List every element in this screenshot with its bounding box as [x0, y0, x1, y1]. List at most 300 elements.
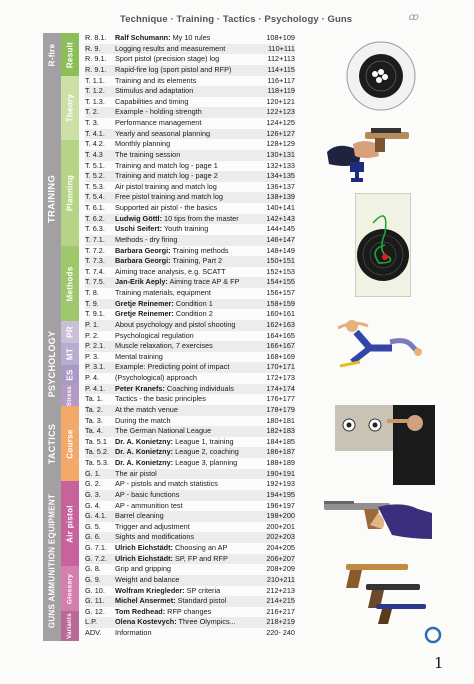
toc-topic: (Psychological) approach: [115, 373, 197, 382]
toc-entry: [85, 118, 295, 129]
toc-entry: [85, 246, 295, 257]
toc-title: [115, 65, 260, 76]
toc-author: Ralf Schumann:: [115, 33, 171, 42]
label-theory: Theory: [65, 93, 75, 123]
toc-entry: [85, 554, 295, 565]
toc-title: [115, 479, 260, 490]
stamp-mark: ꝏ: [408, 12, 419, 23]
toc-code: P. 4.1.: [85, 383, 106, 393]
band-glossary: [61, 566, 79, 611]
toc-pages: 174+174: [266, 383, 295, 393]
toc-title: [115, 33, 260, 44]
toc-pages: 118+119: [267, 86, 295, 96]
toc-code: T. 6.3.: [85, 224, 105, 234]
toc-entry: [85, 501, 295, 512]
toc-entry: [85, 171, 295, 182]
toc-title: [115, 617, 260, 628]
toc-title: [115, 575, 260, 586]
toc-title: [115, 54, 260, 65]
toc-pages: 140+141: [266, 203, 295, 212]
toc-entry: [85, 373, 295, 384]
toc-title: [115, 543, 260, 554]
toc-pages: 160+161: [266, 309, 295, 319]
toc-code: G. 3.: [85, 489, 101, 499]
toc-topic: Condition 1: [173, 298, 213, 308]
target-grouping-image: [345, 40, 417, 112]
toc-code: G. 7.2.: [85, 553, 107, 563]
toc-title: [115, 522, 260, 533]
toc-topic: Air pistol training and match log: [115, 181, 217, 191]
toc-topic: Sights and modifications: [115, 532, 195, 542]
toc-title: [115, 97, 260, 108]
label-mt: MT: [65, 347, 75, 361]
toc-code: G. 4.1.: [85, 511, 107, 521]
toc-pages: 112+113: [267, 54, 295, 64]
shooter-hand-pistol-image: [325, 122, 415, 172]
toc-entry: [85, 203, 295, 214]
toc-entry: [85, 532, 295, 543]
toc-entry: [85, 86, 295, 97]
band-result: [61, 33, 79, 76]
toc-topic: League 3, planning: [173, 458, 238, 467]
toc-topic: Monthly planning: [115, 139, 171, 149]
toc-title: [115, 628, 260, 639]
toc-code: T. 5.2.: [85, 171, 105, 181]
label-variants: Variants: [67, 613, 73, 639]
toc-topic: AP - ammunition test: [115, 500, 183, 510]
toc-code: R. 9.: [85, 43, 101, 53]
toc-title: [115, 161, 260, 172]
toc-pages: 166+167: [266, 341, 295, 351]
toc-author: Michel Ansermet:: [115, 596, 176, 606]
toc-code: Ta. 5.3.: [85, 458, 109, 467]
toc-entry: [85, 426, 295, 437]
toc-code: P. 2.: [85, 330, 100, 340]
toc-title: [115, 309, 260, 320]
label-ammunition: AMMUNITION: [47, 546, 57, 602]
toc-entry: [85, 490, 295, 501]
toc-topic: Trigger and adjustment: [115, 521, 190, 531]
toc-code: Ta. 1.: [85, 394, 103, 404]
toc-title: [115, 118, 260, 129]
toc-code: T. 7.5.: [85, 277, 105, 287]
toc-code: G. 1.: [85, 468, 101, 478]
toc-entry: [85, 607, 295, 618]
band-variants: [61, 611, 79, 641]
toc-code: G. 11.: [85, 596, 105, 606]
label-equipment: EQUIPMENT: [47, 493, 57, 545]
label-glossary: Glossary: [66, 573, 74, 604]
toc-title: [115, 447, 260, 458]
toc-topic: Yearly and seasonal planning: [115, 128, 211, 138]
toc-title: [115, 586, 260, 597]
toc-pages: 126+127: [266, 128, 295, 138]
label-airpistol: Air pistol: [65, 504, 75, 543]
toc-topic: Methods - dry firing: [115, 234, 178, 244]
toc-entry: [85, 596, 295, 607]
toc-pages: 158+159: [266, 298, 295, 308]
toc-title: [115, 564, 260, 575]
toc-topic: Training and match log - page 2: [115, 171, 218, 181]
toc-pages: 152+153: [266, 266, 295, 276]
toc-topic: Free pistol training and match log: [115, 192, 223, 202]
toc-topic: Tactics - the basic principles: [115, 394, 206, 404]
toc-entry: [85, 214, 295, 225]
toc-code: G. 8.: [85, 564, 101, 574]
toc-entry: [85, 182, 295, 193]
toc-title: [115, 171, 260, 182]
toc-title: [115, 246, 260, 257]
table-of-contents: [85, 33, 295, 639]
toc-title: [115, 277, 260, 288]
label-guns-equipment: [48, 494, 57, 628]
toc-title: [115, 235, 260, 246]
toc-author: Uschi Seifert:: [115, 224, 163, 234]
toc-code: G. 6.: [85, 532, 101, 542]
toc-title: [115, 129, 260, 140]
toc-entry: [85, 564, 295, 575]
toc-code: T. 7.1.: [85, 234, 105, 244]
toc-topic: Information: [115, 628, 152, 637]
toc-topic: RFP changes: [165, 606, 212, 616]
toc-title: [115, 76, 260, 87]
relaxation-exercise-image: [330, 312, 430, 372]
toc-topic: Aiming trace analysis, e.g. SCATT: [115, 266, 226, 276]
band-mt: [61, 343, 79, 365]
toc-topic: Capabilities and timing: [115, 96, 189, 106]
toc-pages: 216+217: [266, 606, 295, 616]
toc-pages: 136+137: [266, 181, 295, 191]
scatt-target-trace-image: [355, 193, 411, 297]
toc-entry: [85, 277, 295, 288]
toc-code: T. 3.: [85, 118, 99, 127]
toc-title: [115, 416, 260, 427]
toc-code: T. 7.4.: [85, 266, 105, 276]
toc-code: G. 10.: [85, 585, 105, 595]
toc-entry: [85, 384, 295, 395]
toc-entry: [85, 352, 295, 363]
toc-pages: 206+207: [266, 553, 295, 563]
band-course: [61, 406, 79, 481]
toc-title: [115, 288, 260, 299]
toc-topic: Training and match log - page 1: [115, 160, 218, 170]
toc-entry: [85, 129, 295, 140]
toc-entry: [85, 628, 295, 639]
toc-title: [115, 150, 260, 161]
toc-pages: 168+169: [266, 351, 295, 361]
label-psychology: PSYCHOLOGY: [47, 330, 57, 397]
toc-title: [115, 437, 260, 448]
toc-topic: SP criteria: [184, 585, 221, 595]
toc-pages: 192+193: [266, 479, 295, 489]
toc-entry: [85, 107, 295, 118]
toc-pages: 124+125: [266, 118, 295, 127]
toc-entry: [85, 320, 295, 331]
page-number: 1: [434, 654, 444, 672]
toc-title: [115, 532, 260, 543]
toc-title: [115, 299, 260, 310]
match-venue-image: [335, 405, 435, 485]
toc-code: ADV.: [85, 628, 102, 637]
toc-code: T. 8.: [85, 288, 99, 297]
toc-entry: [85, 522, 295, 533]
toc-title: [115, 352, 260, 363]
toc-pages: 184+185: [266, 436, 295, 446]
toc-code: P. 4.: [85, 373, 100, 382]
toc-topic: Rapid-fire log (sport pistol and RFP): [115, 64, 232, 74]
toc-author: Olena Kostevych:: [115, 617, 177, 627]
toc-topic: Psychological regulation: [115, 330, 194, 340]
label-es: ES: [65, 369, 75, 381]
toc-pages: 212+213: [266, 585, 295, 595]
toc-title: [115, 331, 260, 342]
label-pr: PR: [65, 326, 75, 338]
toc-entry: [85, 288, 295, 299]
toc-code: T. 6.1.: [85, 203, 105, 212]
band-planning: [61, 140, 79, 246]
toc-author: Dr. A. Konietzny:: [115, 458, 174, 467]
toc-topic: Training and its elements: [115, 75, 197, 85]
toc-entry: [85, 405, 295, 416]
toc-entry: [85, 479, 295, 490]
toc-title: [115, 86, 260, 97]
band-equipment: [43, 481, 61, 641]
toc-entry: [85, 575, 295, 586]
toc-pages: 188+189: [266, 458, 295, 467]
toc-entry: [85, 161, 295, 172]
toc-author: Barbara Georgi:: [115, 245, 171, 255]
toc-title: [115, 267, 260, 278]
toc-topic: Choosing an AP: [172, 543, 228, 552]
toc-code: Ta. 5.1: [85, 436, 107, 446]
air-pistol-hand-image: [322, 495, 434, 545]
toc-topic: Sport pistol (precision stage) log: [115, 54, 220, 64]
toc-topic: The German National League: [115, 426, 212, 436]
toc-pages: 164+165: [266, 330, 295, 340]
toc-author: Jan-Erik Aeply:: [115, 277, 168, 287]
toc-code: T. 4.3: [85, 149, 103, 159]
page-header: Technique · Training · Tactics · Psychology · Guns: [120, 14, 353, 25]
toc-entry: [85, 65, 295, 76]
toc-topic: SP, FP and RFP: [172, 553, 228, 563]
band-psychology: [43, 321, 61, 406]
toc-topic: AP - pistols and match statistics: [115, 479, 218, 489]
band-pr: [61, 321, 79, 343]
toc-code: P. 2.1.: [85, 341, 106, 351]
toc-topic: My 10 rules: [170, 33, 211, 42]
toc-code: T. 4.2.: [85, 139, 105, 149]
toc-pages: 190+191: [266, 468, 295, 478]
toc-pages: 220- 240: [266, 628, 295, 637]
toc-topic: Aiming trace AP & FP: [167, 277, 240, 287]
toc-code: Ta. 5.2.: [85, 447, 109, 457]
toc-title: [115, 203, 260, 214]
toc-entry: [85, 362, 295, 373]
toc-topic: AP - basic functions: [115, 489, 180, 499]
toc-entry: [85, 586, 295, 597]
label-methods: Methods: [65, 266, 75, 301]
toc-topic: Grip and gripping: [115, 564, 171, 574]
toc-code: T. 5.3.: [85, 181, 105, 191]
toc-code: T. 2.: [85, 107, 99, 117]
toc-topic: At the match venue: [115, 404, 178, 414]
toc-entry: [85, 256, 295, 267]
toc-pages: 172+173: [266, 373, 295, 382]
toc-code: G. 4.: [85, 500, 101, 510]
toc-entry: [85, 299, 295, 310]
toc-title: [115, 607, 260, 618]
toc-pages: 116+117: [267, 75, 295, 85]
band-theory: [61, 76, 79, 140]
toc-pages: 144+145: [266, 224, 295, 234]
toc-topic: During the match: [115, 415, 171, 425]
pistols-image: [332, 558, 434, 630]
toc-entry: [85, 617, 295, 628]
toc-topic: Coaching individuals: [164, 383, 234, 393]
toc-pages: 208+209: [266, 564, 295, 574]
toc-entry: [85, 458, 295, 469]
toc-title: [115, 107, 260, 118]
toc-pages: 202+203: [266, 532, 295, 542]
toc-entry: [85, 76, 295, 87]
toc-title: [115, 596, 260, 607]
toc-entry: [85, 543, 295, 554]
toc-pages: 146+147: [266, 234, 295, 244]
toc-topic: Three Olympics...: [176, 617, 236, 627]
band-tactics: [43, 406, 61, 481]
toc-title: [115, 320, 260, 331]
toc-code: R. 9.1.: [85, 64, 107, 74]
toc-code: Ta. 3.: [85, 415, 103, 425]
toc-author: Dr. A. Konietzny:: [115, 436, 174, 446]
band-es: [61, 365, 79, 385]
toc-pages: 108+109: [266, 33, 295, 42]
toc-topic: Barrel cleaning: [115, 511, 164, 521]
toc-entry: [85, 139, 295, 150]
toc-pages: 182+183: [266, 426, 295, 436]
toc-entry: [85, 331, 295, 342]
toc-title: [115, 214, 260, 225]
toc-topic: Example - holding strength: [115, 107, 202, 117]
toc-topic: The training session: [115, 149, 181, 159]
toc-code: G. 9.: [85, 574, 101, 584]
toc-entry: [85, 341, 295, 352]
toc-pages: 142+143: [266, 213, 295, 223]
toc-author: Ludwig Göttl:: [115, 213, 163, 223]
toc-title: [115, 384, 260, 395]
toc-pages: 134+135: [266, 171, 295, 181]
toc-pages: 128+129: [266, 139, 295, 149]
toc-code: T. 9.: [85, 298, 99, 308]
toc-entry: [85, 447, 295, 458]
trophy-image: [346, 160, 368, 184]
toc-topic: Weight and balance: [115, 574, 180, 584]
toc-title: [115, 44, 260, 55]
toc-author: Peter Kranefs:: [115, 383, 165, 393]
toc-title: [115, 192, 260, 203]
toc-topic: League 2, coaching: [173, 447, 239, 457]
toc-code: T. 4.1.: [85, 128, 105, 138]
label-result: Result: [65, 41, 75, 68]
toc-entry: [85, 44, 295, 55]
toc-topic: Training, Part 2: [170, 256, 223, 266]
toc-pages: 198+200: [266, 511, 295, 521]
toc-topic: Performance management: [115, 118, 202, 127]
toc-topic: Condition 2: [173, 309, 213, 319]
toc-title: [115, 501, 260, 512]
toc-code: G. 12.: [85, 606, 105, 616]
label-guns: GUNS: [47, 603, 57, 629]
toc-pages: 200+201: [266, 521, 295, 531]
toc-code: T. 1.3.: [85, 96, 105, 106]
toc-code: G. 7.1.: [85, 543, 107, 552]
toc-entry: [85, 192, 295, 203]
toc-entry: [85, 469, 295, 480]
toc-author: Gretje Reinemer:: [115, 298, 174, 308]
toc-pages: 114+115: [267, 64, 295, 74]
toc-topic: Youth training: [162, 224, 209, 234]
toc-pages: 186+187: [266, 447, 295, 457]
toc-pages: 148+149: [266, 245, 295, 255]
toc-entry: [85, 309, 295, 320]
toc-code: R. 8.1.: [85, 33, 107, 42]
toc-code: Ta. 2.: [85, 404, 103, 414]
toc-title: [115, 426, 260, 437]
toc-pages: 194+195: [266, 489, 295, 499]
toc-entry: [85, 54, 295, 65]
label-rfire: R-fire: [47, 43, 57, 66]
toc-pages: 176+177: [266, 394, 295, 404]
toc-code: T. 5.4.: [85, 192, 105, 202]
toc-pages: 218+219: [266, 617, 295, 627]
toc-topic: Stimulus and adaptation: [115, 86, 194, 96]
toc-title: [115, 373, 260, 384]
toc-author: Wolfram Kriegleder:: [115, 585, 185, 595]
toc-topic: Logging results and measurement: [115, 43, 226, 53]
toc-author: Ulrich Eichstädt:: [115, 553, 173, 563]
toc-topic: The air pistol: [115, 468, 157, 478]
olena-logo-icon: [424, 626, 442, 644]
toc-entry: [85, 416, 295, 427]
toc-pages: 156+157: [266, 288, 295, 297]
toc-title: [115, 490, 260, 501]
toc-author: Tom Redhead:: [115, 606, 166, 616]
label-planning: Planning: [65, 174, 75, 212]
toc-title: [115, 139, 260, 150]
toc-code: T. 9.1.: [85, 309, 105, 319]
toc-topic: Training methods: [170, 245, 229, 255]
toc-pages: 110+111: [268, 43, 295, 53]
toc-entry: [85, 97, 295, 108]
toc-code: T. 7.3.: [85, 256, 105, 266]
toc-code: T. 1.2.: [85, 86, 105, 96]
band-rfire: [43, 33, 61, 76]
toc-pages: 138+139: [266, 192, 295, 202]
toc-topic: Mental training: [115, 351, 163, 361]
toc-title: [115, 362, 260, 373]
toc-author: Gretje Reinemer:: [115, 309, 174, 319]
toc-topic: Muscle relaxation, 7 exercises: [115, 341, 213, 351]
label-stress: Stress: [67, 385, 73, 406]
toc-code: G. 2.: [85, 479, 101, 489]
toc-topic: 10 tips from the master: [162, 213, 239, 223]
band-airpistol: [61, 481, 79, 566]
toc-author: Ulrich Eichstädt:: [115, 543, 173, 552]
toc-topic: About psychology and pistol shooting: [115, 319, 236, 329]
toc-code: T. 5.1.: [85, 160, 105, 170]
toc-entry: [85, 150, 295, 161]
toc-pages: 120+121: [266, 96, 295, 106]
